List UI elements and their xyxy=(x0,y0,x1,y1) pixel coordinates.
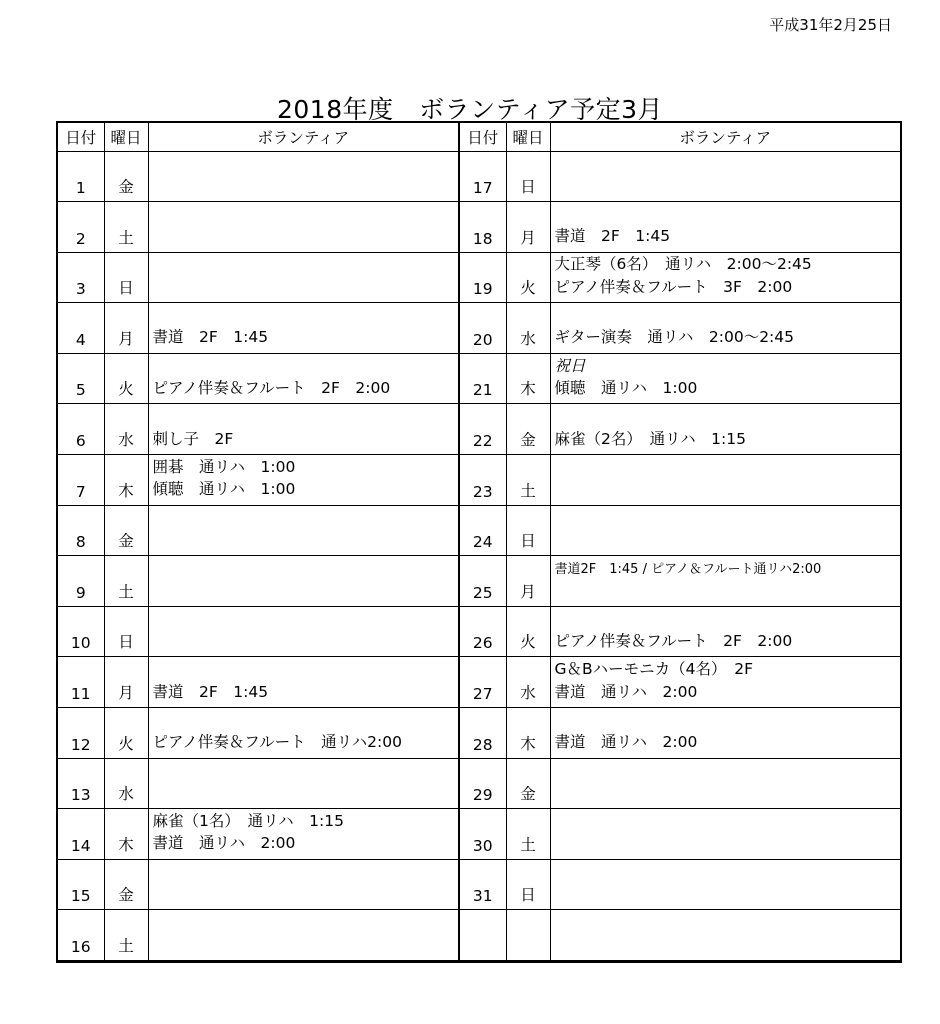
activity-cell xyxy=(148,202,458,253)
table-row xyxy=(460,910,900,961)
weekday-cell xyxy=(506,910,550,961)
day-cell: 1 xyxy=(58,151,104,202)
activity-line: 祝日 xyxy=(554,356,586,375)
weekday-cell: 金 xyxy=(104,151,148,202)
weekday-cell: 日 xyxy=(104,606,148,657)
weekday-cell: 日 xyxy=(506,505,550,556)
activity-line: ピアノ伴奏＆フルート 3F 2:00 xyxy=(554,277,793,296)
header-activity: ボランティア xyxy=(148,123,458,151)
activity-line: 刺し子 2F xyxy=(152,429,234,448)
day-cell: 15 xyxy=(58,859,104,910)
activity-cell xyxy=(148,252,458,303)
activity-line: 麻雀（2名） 通リハ 1:15 xyxy=(554,429,746,448)
activity-cell xyxy=(148,353,458,404)
weekday-cell: 日 xyxy=(506,151,550,202)
schedule-table-right xyxy=(460,123,900,961)
day-cell: 22 xyxy=(460,404,506,455)
table-row xyxy=(460,404,900,455)
weekday-cell: 月 xyxy=(104,303,148,354)
activity-line xyxy=(555,579,901,601)
day-cell: 26 xyxy=(460,606,506,657)
day-cell: 6 xyxy=(58,404,104,455)
table-row xyxy=(460,606,900,657)
schedule-table-left xyxy=(58,123,458,961)
activity-cell xyxy=(148,910,458,961)
activity-line: 書道 2F 1:45 xyxy=(152,328,269,347)
table-header-row xyxy=(58,123,458,151)
weekday-cell: 火 xyxy=(506,252,550,303)
weekday-cell: 水 xyxy=(104,758,148,809)
page-title: 2018年度 ボランティア予定3月 xyxy=(276,95,664,124)
weekday-cell: 木 xyxy=(104,809,148,860)
activity-cell xyxy=(550,202,900,253)
activity-cell xyxy=(550,809,900,860)
header-weekday: 曜日 xyxy=(506,123,550,151)
weekday-cell: 水 xyxy=(506,657,550,708)
activity-line: 書道 2F 1:45 xyxy=(554,227,671,246)
activity-cell xyxy=(550,303,900,354)
day-cell: 21 xyxy=(460,353,506,404)
weekday-cell: 土 xyxy=(104,556,148,607)
activity-cell xyxy=(148,303,458,354)
table-row xyxy=(58,606,458,657)
activity-cell xyxy=(550,657,900,708)
activity-cell xyxy=(550,505,900,556)
activity-cell xyxy=(550,606,900,657)
activity-cell xyxy=(550,758,900,809)
header-day: 日付 xyxy=(460,123,506,151)
day-cell: 23 xyxy=(460,455,506,506)
activity-line: ピアノ伴奏＆フルート 2F 2:00 xyxy=(554,631,793,650)
table-row xyxy=(58,657,458,708)
activity-cell xyxy=(550,455,900,506)
weekday-cell: 木 xyxy=(506,353,550,404)
weekday-cell: 水 xyxy=(104,404,148,455)
day-cell: 27 xyxy=(460,657,506,708)
table-row xyxy=(58,505,458,556)
weekday-cell: 金 xyxy=(506,404,550,455)
table-row xyxy=(58,758,458,809)
table-row xyxy=(58,910,458,961)
table-row xyxy=(58,708,458,759)
day-cell: 7 xyxy=(58,455,104,506)
day-cell: 16 xyxy=(58,910,104,961)
issue-date: 平成31年2月25日 xyxy=(769,16,892,34)
day-cell: 11 xyxy=(58,657,104,708)
day-cell: 20 xyxy=(460,303,506,354)
weekday-cell: 月 xyxy=(506,202,550,253)
activity-cell xyxy=(148,505,458,556)
activity-line: 書道 通リハ 2:00 xyxy=(554,733,698,752)
weekday-cell: 水 xyxy=(506,303,550,354)
activity-line: 麻雀（1名） 通リハ 1:15 xyxy=(152,811,344,830)
activity-line: 書道2F 1:45 / ピアノ＆フルート通リハ2:00 xyxy=(554,561,822,577)
schedule-right-half xyxy=(460,123,900,961)
activity-line: 傾聴 通リハ 1:00 xyxy=(152,480,296,499)
schedule-left-half xyxy=(58,123,460,961)
table-row xyxy=(58,252,458,303)
header-activity: ボランティア xyxy=(550,123,900,151)
activity-cell xyxy=(148,151,458,202)
day-cell: 12 xyxy=(58,708,104,759)
weekday-cell: 木 xyxy=(506,708,550,759)
weekday-cell: 土 xyxy=(506,809,550,860)
table-row xyxy=(460,758,900,809)
activity-line: 書道 2F 1:45 xyxy=(152,682,269,701)
weekday-cell: 金 xyxy=(104,859,148,910)
table-row xyxy=(460,455,900,506)
day-cell: 31 xyxy=(460,859,506,910)
weekday-cell: 火 xyxy=(104,708,148,759)
activity-cell xyxy=(148,404,458,455)
table-row xyxy=(460,202,900,253)
activity-cell xyxy=(148,708,458,759)
weekday-cell: 日 xyxy=(104,252,148,303)
weekday-cell: 金 xyxy=(506,758,550,809)
table-row xyxy=(58,303,458,354)
activity-line: 囲碁 通リハ 1:00 xyxy=(152,457,296,476)
weekday-cell: 火 xyxy=(506,606,550,657)
table-row xyxy=(58,455,458,506)
day-cell: 28 xyxy=(460,708,506,759)
activity-cell xyxy=(550,151,900,202)
activity-cell xyxy=(550,556,900,607)
activity-cell xyxy=(550,910,900,961)
table-row xyxy=(460,657,900,708)
day-cell: 4 xyxy=(58,303,104,354)
weekday-cell: 土 xyxy=(104,910,148,961)
table-row xyxy=(460,809,900,860)
table-header-row xyxy=(460,123,900,151)
activity-cell xyxy=(550,353,900,404)
table-row xyxy=(58,859,458,910)
activity-line: ピアノ伴奏＆フルート 通リハ2:00 xyxy=(152,733,402,752)
table-row xyxy=(460,252,900,303)
weekday-cell: 金 xyxy=(104,505,148,556)
weekday-cell: 土 xyxy=(506,455,550,506)
activity-line: ピアノ伴奏＆フルート 2F 2:00 xyxy=(152,379,391,397)
activity-line: 書道 通リハ 2:00 xyxy=(152,834,296,853)
table-row xyxy=(460,556,900,607)
day-cell: 5 xyxy=(58,353,104,404)
table-row xyxy=(460,353,900,404)
table-row xyxy=(58,151,458,202)
activity-line: 書道 通リハ 2:00 xyxy=(554,682,698,701)
day-cell: 24 xyxy=(460,505,506,556)
day-cell: 8 xyxy=(58,505,104,556)
table-row xyxy=(460,708,900,759)
day-cell: 17 xyxy=(460,151,506,202)
activity-line: G＆Bハーモニカ（4名） 2F xyxy=(554,660,754,679)
activity-cell xyxy=(550,404,900,455)
day-cell: 14 xyxy=(58,809,104,860)
activity-cell xyxy=(550,708,900,759)
activity-line: 傾聴 通リハ 1:00 xyxy=(554,379,698,397)
activity-cell xyxy=(148,455,458,506)
activity-cell xyxy=(148,809,458,860)
weekday-cell: 土 xyxy=(104,202,148,253)
day-cell: 18 xyxy=(460,202,506,253)
weekday-cell: 日 xyxy=(506,859,550,910)
table-row xyxy=(58,556,458,607)
activity-cell xyxy=(148,758,458,809)
table-row xyxy=(460,151,900,202)
day-cell: 2 xyxy=(58,202,104,253)
day-cell xyxy=(460,910,506,961)
table-row xyxy=(58,404,458,455)
weekday-cell: 月 xyxy=(506,556,550,607)
activity-cell xyxy=(148,606,458,657)
table-row xyxy=(58,809,458,860)
header-weekday: 曜日 xyxy=(104,123,148,151)
day-cell: 9 xyxy=(58,556,104,607)
activity-cell xyxy=(148,556,458,607)
activity-cell xyxy=(148,859,458,910)
header-day: 日付 xyxy=(58,123,104,151)
activity-cell xyxy=(550,252,900,303)
activity-line: ギター演奏 通リハ 2:00～2:45 xyxy=(554,328,794,347)
schedule-sheet xyxy=(56,121,902,963)
day-cell: 3 xyxy=(58,252,104,303)
day-cell: 10 xyxy=(58,606,104,657)
day-cell: 13 xyxy=(58,758,104,809)
day-cell: 25 xyxy=(460,556,506,607)
day-cell: 19 xyxy=(460,252,506,303)
table-row xyxy=(460,303,900,354)
day-cell: 30 xyxy=(460,809,506,860)
table-row xyxy=(58,353,458,404)
day-cell: 29 xyxy=(460,758,506,809)
activity-cell xyxy=(550,859,900,910)
table-row xyxy=(460,505,900,556)
activity-cell xyxy=(148,657,458,708)
table-row xyxy=(58,202,458,253)
weekday-cell: 木 xyxy=(104,455,148,506)
table-row xyxy=(460,859,900,910)
weekday-cell: 火 xyxy=(104,353,148,404)
activity-line: 大正琴（6名） 通リハ 2:00～2:45 xyxy=(554,255,812,274)
weekday-cell: 月 xyxy=(104,657,148,708)
